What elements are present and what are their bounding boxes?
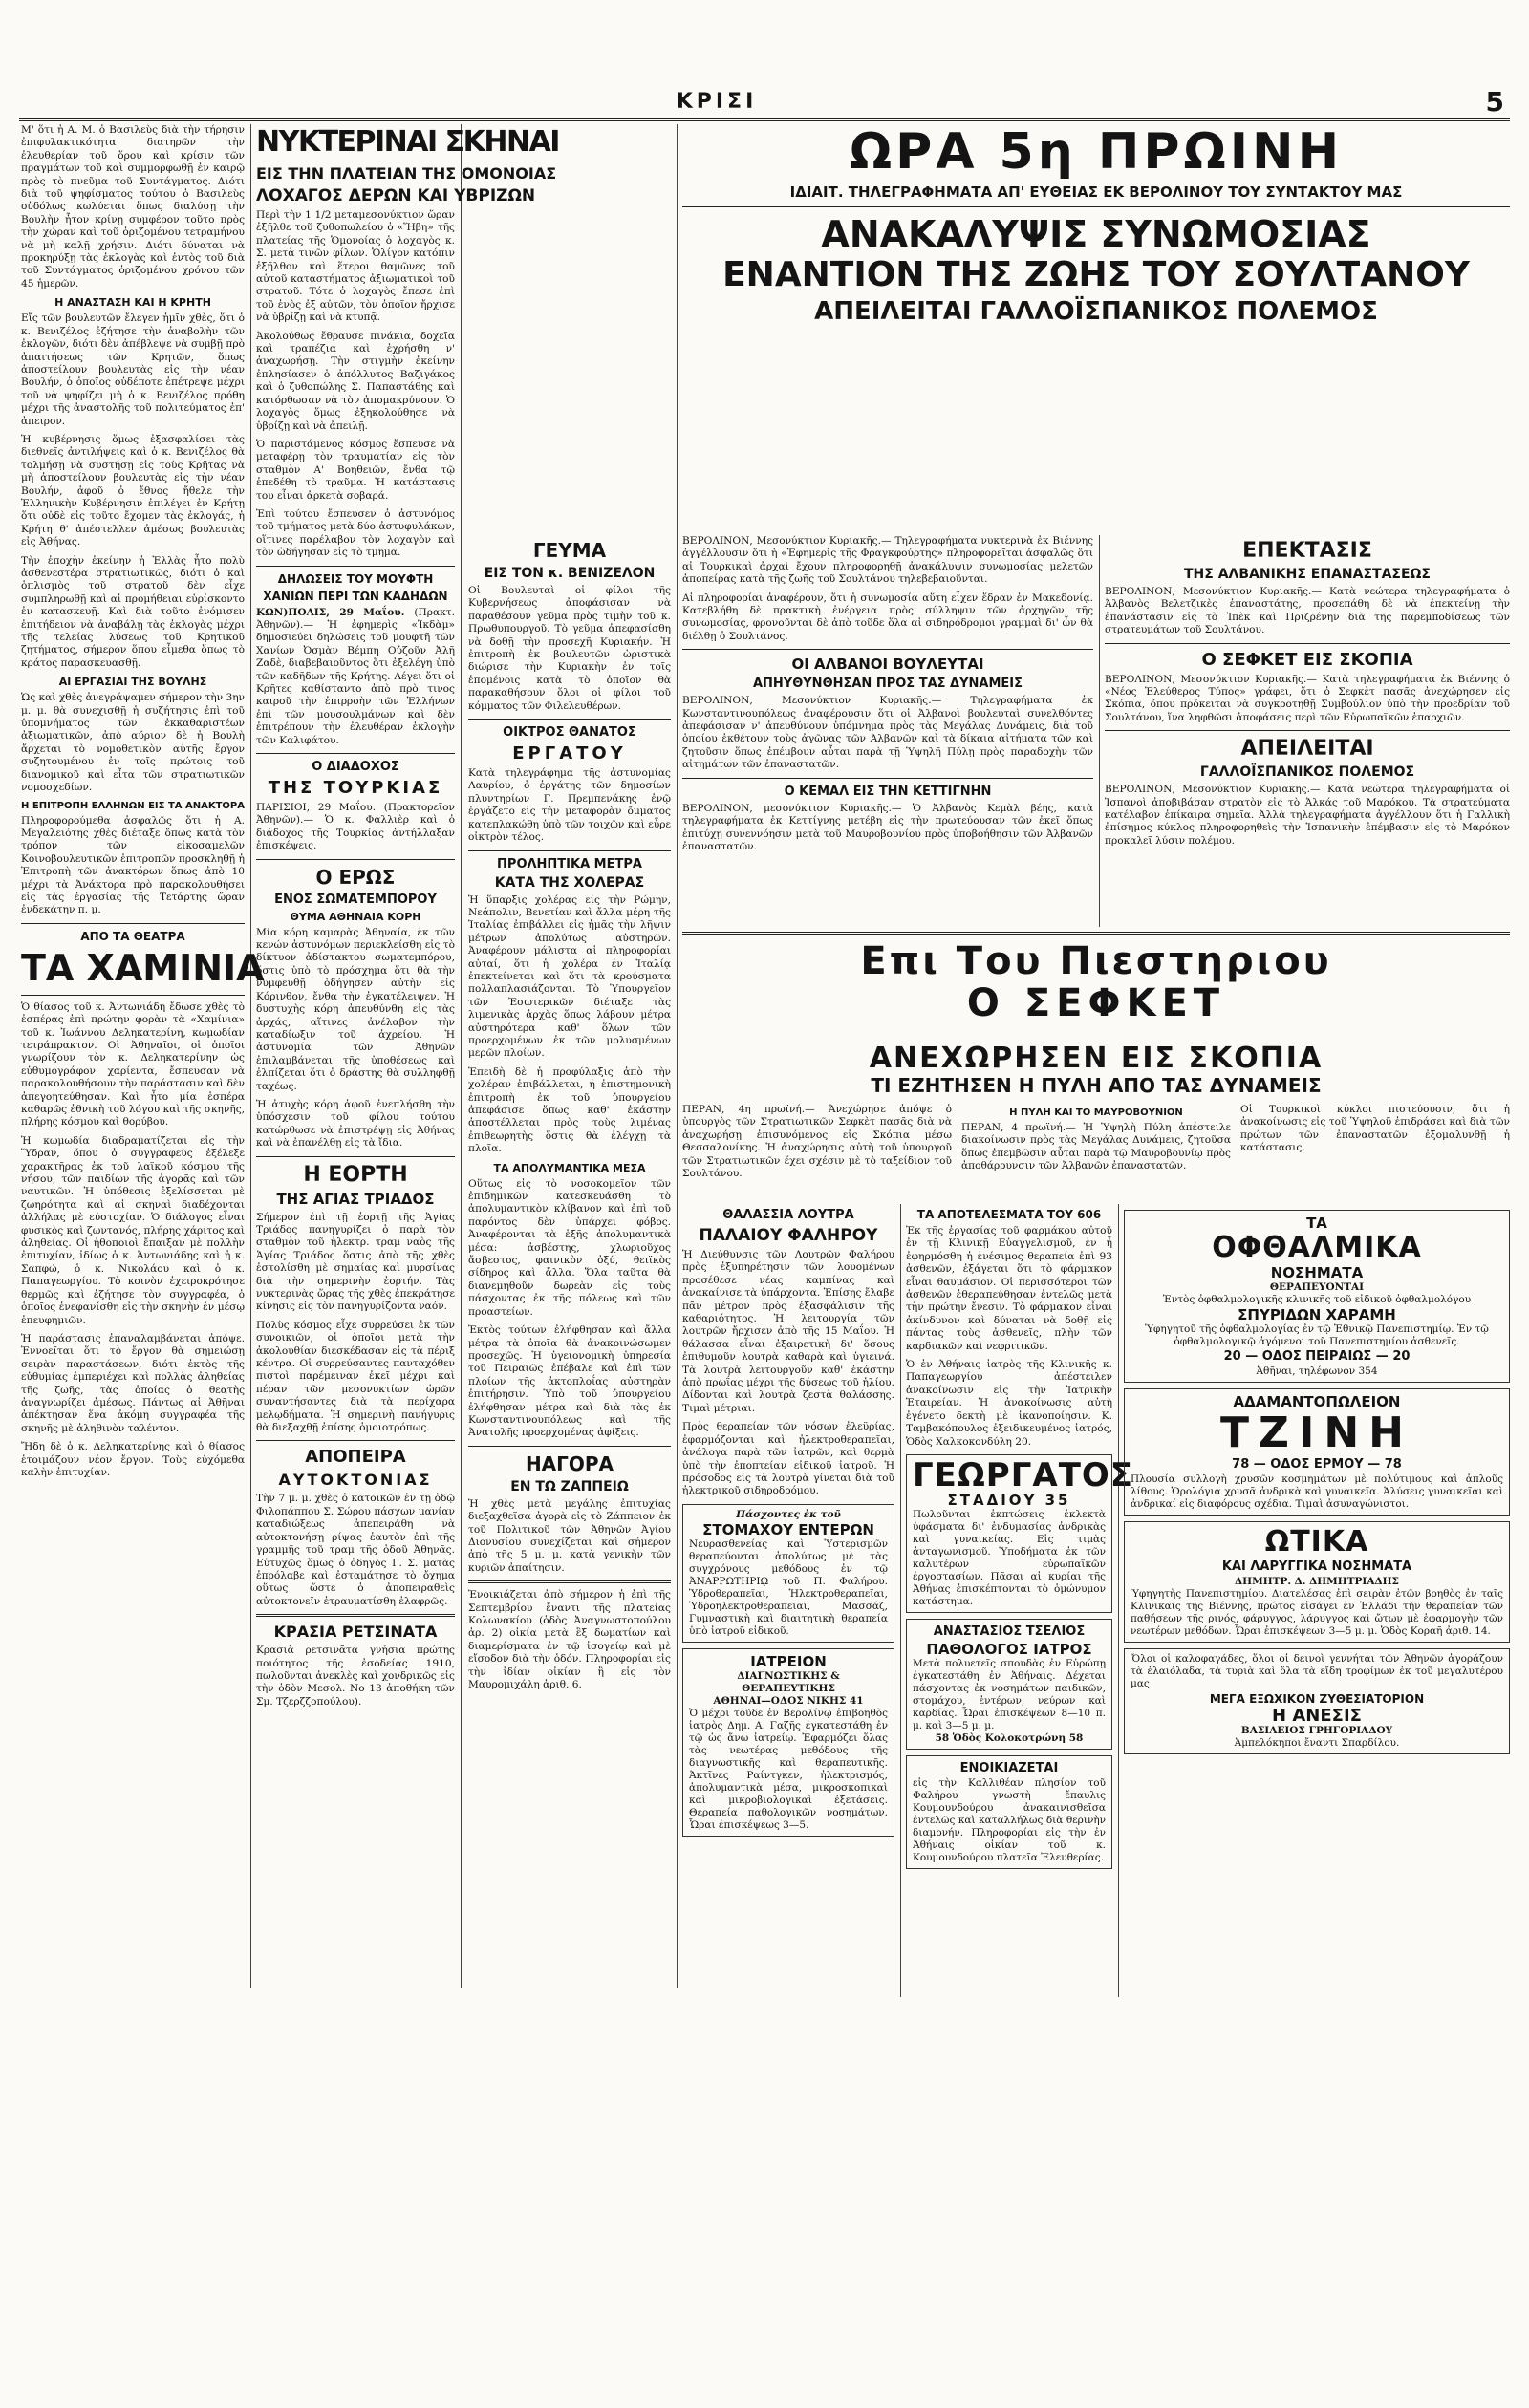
headline: ΑΠΕΙΛΕΙΤΑΙ	[1240, 737, 1374, 762]
article-text: Ὁ θίασος τοῦ κ. Ἀντωνιάδη ἔδωσε χθὲς τὸ ἐσπέρας ἐπὶ πρώτην φορὰν τὰ «Χαμίνια» τοῦ κ. Ἰωάννου Δεληκατερίνη, κωμωδίαν τετράπρακτον. Οἱ Ἀθηναῖοι, οἱ ὁποῖοι γνωρίζουν τὸν κ. Δεληκατερίνην ὡς εὐθυμογράφον χαρίεντα, ἔσπευσαν νὰ παρακολουθήσουν τὴν παράστασιν καὶ δὲν ἀπεγοητεύθησαν. Καὶ ἦτο μία ἑσπέρα καθαρῶς ἐθνικὴ τοῦ λόγου καὶ τῆς σκηνῆς, πλήρης κόσμου καὶ θορύβου.	[21, 1000, 245, 1129]
article-text: ΒΕΡΟΛΙΝΟΝ, Μεσονύκτιον Κυριακῆς.— Κατὰ νεώτερα τηλεγραφήματα ὁ Ἀλβανὸς Βελετζικὲς ἐπαναστάτης, προσεπάθη δὲ νὰ ἐπεκτείνῃ τὴν ἐπανάστασιν εἰς τὸ Ἰπὲκ καὶ Πριζρένην διὰ τῆς παρεμποδίσεως τῶν στρατευμάτων τοῦ Σουλτάνου.	[1105, 586, 1510, 636]
subheading: ΑΙ ΕΡΓΑΣΙΑΙ ΤΗΣ ΒΟΥΛΗΣ	[58, 676, 207, 689]
ad-title: ΕΝΟΙΚΙΑΖΕΤΑΙ	[959, 1760, 1059, 1775]
article-text: ΒΕΡΟΛΙΝΟΝ, Μεσονύκτιον Κυριακῆς.— Κατὰ τηλεγραφήματα ἐκ Βιέννης ὁ «Νέος Ἐλεύθερος Τύπος» γράφει, ὅτι ὁ Σεφκὲτ πασᾶς ἀνεχώρησεν εἰς Σκόπια, ὅπου πρόκειται νὰ συγκροτηθῇ Συμβούλιον ὑπὸ τὴν προεδρίαν τοῦ Σουλτάνου, ἵνα ληφθῶσι ἀποφάσεις περὶ τῶν Εὐρωπαϊκῶν ἐπαρχιῶν.	[1105, 673, 1510, 723]
ent-ad	[1124, 1521, 1510, 1643]
masthead	[19, 86, 1510, 118]
ad-text: Ἐντὸς ὀφθαλμολογικῆς κλινικῆς τοῦ εἰδικοῦ ὀφθαλμολόγου	[1162, 1294, 1472, 1305]
subheading: ΕΙΣ ΤΗΝ ΠΛΑΤΕΙΑΝ ΤΗΣ ΟΜΟΝΟΙΑΣ	[256, 164, 557, 183]
divider	[682, 778, 1093, 779]
column-rule	[677, 124, 678, 1988]
article-text: ΒΕΡΟΛΙΝΟΝ, μεσονύκτιον Κυριακῆς.— Ὁ Ἀλβανὸς Κεμὰλ βέης, κατὰ τηλεγραφήματα ἐκ Κεττίγνης μετέβη εἰς τὴν πρωτεύουσαν τῶν ἐκεῖ ὅπως ἐπιτύχῃ συνεννόησιν μετὰ τοῦ Μαυροβουνίου πρὸς ὑποβοήθησιν τῶν Ἀλβανῶν ἐπαναστατῶν.	[682, 802, 1093, 852]
subheading: ΤΗΣ ΑΓΙΑΣ ΤΡΙΑΔΟΣ	[276, 1190, 435, 1208]
headline: ΧΑΝΙΩΝ ΠΕΡΙ ΤΩΝ ΚΑΔΗΔΩΝ	[263, 589, 448, 603]
divider	[468, 1446, 671, 1447]
subheading: ΚΑΤΑ ΤΗΣ ΧΟΛΕΡΑΣ	[494, 874, 645, 891]
latest-news-sub	[682, 1043, 1510, 1101]
headline: ΤΗΣ ΤΟΥΡΚΙΑΣ	[268, 778, 443, 799]
ad-address: Ἀμπελόκηποι ἔναντι Σπαρδίλου.	[1234, 1737, 1400, 1749]
right-col-b	[1105, 535, 1510, 927]
subheading: Η ΠΥΛΗ ΚΑΙ ΤΟ ΜΑΥΡΟΒΟΥΝΙΟΝ	[1009, 1107, 1183, 1118]
subheading: Η ΕΠΙΤΡΟΠΗ ΕΛΛΗΝΩΝ ΕΙΣ ΤΑ ΑΝΑΚΤΟΡΑ	[21, 800, 245, 811]
headline: ΟΙ ΑΛΒΑΝΟΙ ΒΟΥΛΕΥΤΑΙ	[791, 656, 984, 674]
ad-address: 78 — ΟΔΟΣ ΕΡΜΟΥ — 78	[1232, 1457, 1402, 1472]
stomach-ad	[682, 1504, 894, 1643]
ad-title: ΓΕΩΡΓΑΤΟΣ	[913, 1455, 1134, 1494]
divider	[256, 753, 455, 754]
banner-subheading: ΤΙ ΕΖΗΤΗΣΕΝ Η ΠΥΛΗ ΑΠΟ ΤΑΣ ΔΥΝΑΜΕΙΣ	[871, 1074, 1322, 1097]
ad-title: ΝΟΣΗΜΑΤΑ	[1270, 1264, 1364, 1281]
article-text: ΠΑΡΙΣΙΟΙ, 29 Μαΐου. (Πρακτορεῖον Ἀθηνῶν).— Ὁ κ. Φαλλιὲρ καὶ ὁ διάδοχος τῆς Τουρκίας ἀντήλλαξαν ἐπισκέψεις.	[256, 802, 455, 852]
column-3	[468, 535, 671, 2408]
ad-text: Ὅλοι οἱ καλοφαγάδες, ὅλοι οἱ δεινοὶ γεννήται τῶν Ἀθηνῶν ἀγοράζουν τὰ ἐλαιόλαδα, τὰ τυριὰ καὶ ὅλα τὰ εἴδη τροφίμων ἐκ τοῦ μεγαλυτέρου μας	[1131, 1653, 1503, 1689]
rent-ad	[906, 1755, 1112, 1869]
headline: ΤΑ ΧΑΜΙΝΙΑ	[21, 946, 265, 989]
article-text: Οἱ Τουρκικοὶ κύκλοι πιστεύουσιν, ὅτι ἡ ἀνακοίνωσις εἰς τοῦ Ὑψηλοῦ ἐπιδράσει καὶ διὰ τῶν πρώτων τῶν ἐπαναστατῶν ἐξομαλυνθῇ ἡ κατάστασις.	[1240, 1104, 1510, 1154]
column-rule	[900, 1204, 901, 1997]
page-number: 5	[1485, 86, 1504, 118]
ad-title: ΣΤΟΜΑΧΟΥ ΕΝΤΕΡΩΝ	[702, 1520, 874, 1538]
tselios-ad	[906, 1619, 1112, 1750]
article-text: Ἐπειδὴ δὲ ἡ προφύλαξις ἀπὸ τὴν χολέραν ἐπιβάλλεται, ἡ ἐπιστημονικὴ ἐπιτροπὴ ἐκ τοῦ ὑπουργείου ἀπεφάσισε ὅπως καθ' ἑκάστην ἀποστέλλεται πρὸς τοὺς λιμένας ἐπιθεωρητὴς ὅστις θὰ ἐλέγχῃ τὰ πλοῖα.	[468, 1065, 671, 1155]
section-kicker: ΑΠΟ ΤΑ ΘΕΑΤΡΑ	[80, 929, 185, 943]
subheading: ΕΡΓΑΤΟΥ	[512, 743, 627, 764]
divider	[468, 850, 671, 851]
subheading: ΤΗΣ ΑΛΒΑΝΙΚΗΣ ΕΠΑΝΑΣΤΑΣΕΩΣ	[1183, 567, 1431, 582]
headline: ΕΠΕΚΤΑΣΙΣ	[1242, 539, 1372, 563]
article-text: Ἐπὶ τούτου ἔσπευσεν ὁ ἀστυνόμος τοῦ τμήματος μετὰ δύο ἀστυφυλάκων, οἵτινες παρέλαβον τὸν λοχαγὸν καὶ τὸν ὡδήγησαν εἰς τὸ τμῆμα.	[256, 507, 455, 559]
article-text: ΒΕΡΟΛΙΝΟΝ, Μεσονύκτιον Κυριακῆς.— Κατὰ νεώτερα τηλεγραφήματα οἱ Ἱσπανοὶ ἀποβιβάσαν στρατὸν εἰς τὸ Ἀλκάς τοῦ Μαρόκου. Τὰ στρατεύματα κατέλαβον ἐπίκαιρα σημεῖα. Ἀλλὰ τηλεγραφήματα ἀγγέλλουν ὅτι ἡ Γαλλικὴ ἐπίσημος κύκλος πληροφορηθεὶς τὴν Ἱσπανικὴν ἐπέμβασιν εἰς τὸ Μαρόκον προκαλεῖ λύσιν πολέμου.	[1105, 784, 1510, 847]
article-text: Οὕτως εἰς τὸ νοσοκομεῖον τῶν ἐπιδημικῶν κατεσκευάσθη τὸ ἀπολυμαντικὸν κλίβανον καὶ ἐπὶ τοῦ παρόντος δὲν ὑπάρχει φόβος. Ἀναφέρονται τὰ ἑξῆς ἀπολυμαντικὰ μέσα: ἀσβέστης, χλωριοῦχος ἄσβεστος, φαινικὸν ὀξύ, θειϊκὸς σίδηρος καὶ ἄλλα. Ὅλα ταῦτα θὰ διανεμηθοῦν δωρεὰν εἰς τοὺς πάσχοντας ἐκ τῆς πόλεως καὶ τῶν προαστείων.	[468, 1177, 671, 1318]
ad-text: Πρὸς θεραπείαν τῶν νόσων ἐλεϋρίας, ἐφαρμόζονται καὶ ἠλεκτροθεραπεῖαι, ἀνάλογα παρὰ τῶν ἰατρῶν, καὶ θερμὰ ὑπὸ τὴν ἐποπτείαν εἰδικοῦ ἰατροῦ. Ἡ πρόσοδος εἰς τὰ λουτρὰ γίνεται διὰ τοῦ ἠλεκτρικοῦ σιδηροδρόμου.	[682, 1421, 894, 1497]
article-text: Ἤδη δὲ ὁ κ. Δεληκατερίνης καὶ ὁ θίασος ἑτοιμάζουν νέον ἔργον. Τοὺς εὐχόμεθα καλὴν ἐπιτυχίαν.	[21, 1441, 245, 1478]
article-text: Ἡ κυβέρνησις ὅμως ἐξασφαλίσει τὰς διεθνεῖς ἀντιλήψεις καὶ ὁ κ. Βενιζέλος θὰ τολμήσῃ νὰ συστήσῃ εἰς τοὺς Κρῆτας νὰ μὴ ἀποστείλουν βουλευτὰς εἰς τὴν νέαν Βουλήν, ἀφοῦ ὁ ἔθνος ἤθελε τὴν Ἑλληνικὴν Κυβέρνησιν ἐπιλέγει ἐν Κρήτῃ ὅτι οὐδὲ εἰς τοῦτο ἔχομεν τὰς ἐκλογάς, ἡ Κρήτη θ' ἀπέστελλεν ἀμέσως βουλευτὰς εἰς Ἀθήνας.	[21, 433, 245, 548]
right-col-d	[906, 1204, 1134, 1997]
article-text: Περὶ τὴν 1 1/2 μεταμεσονύκτιον ὥραν ἐξῆλθε τοῦ ζυθοπωλείου ὁ «Ἥβη» τῆς πλατείας τῆς Ὁμονοίας ὁ λοχαγὸς κ. Σ. μετὰ τινῶν φίλων. Ὁλίγον κατόπιν ἐξῆλθον καὶ ἕτεροι θαμῶνες τοῦ αὐτοῦ καταστήματος ἀξιωματικοὶ τοῦ στρατοῦ. Τότε ὁ λοχαγὸς ἔπεσε ἐπὶ τοῦ ἑνὸς ἐξ αὐτῶν, τὸν ὁποῖον ἤρχισε νὰ ὑβρίζῃ καὶ νὰ κτυπᾷ.	[256, 209, 455, 324]
right-col-c	[682, 1204, 894, 1997]
clinic-ad	[682, 1648, 894, 1837]
article-text: Ὁ ἐν Ἀθήναις ἰατρὸς τῆς Κλινικῆς κ. Παπαγεωργίου ἀπέστειλεν ἀνακοίνωσιν εἰς τὴν Ἰατρικὴν Ἑταιρείαν. Ἡ ἀνακοίνωσις αὐτὴ ἐγένετο δεκτὴ μὲ ἱκανοποίησιν. Κ. Ταμβακόπουλος ἐξειδικευμένος ἰατρός, Ὁδὸς Χαλκοκονδύλη 20.	[906, 1359, 1112, 1448]
article-text: Ἡ χθὲς μετὰ μεγάλης ἐπιτυχίας διεξαχθεῖσα ἀγορὰ εἰς τὸ Ζάππειον ἐκ τοῦ Πολιτικοῦ τῶν Ἀθηνῶν Ἀγίου Διονυσίου συνεχίζεται καὶ σήμερον ἀπὸ τῆς 5 μ. μ. κατὰ γενικὴν τῶν κυριῶν ἀπαίτησιν.	[468, 1497, 671, 1574]
headline: ΓΕΥΜΑ	[532, 539, 607, 562]
divider	[21, 923, 245, 924]
headline: ΑΠΟΠΕΙΡΑ	[305, 1447, 406, 1468]
article-text: Μ' ὅτι ἡ Α. Μ. ὁ Βασιλεὺς διὰ τὴν τήρησιν ἐπιφυλακτικότητα διατηρῶν τὴν ἐλευθερίαν τοῦ ὅρου καὶ κρίσιν τῶν πραγμάτων τοῦ καὶ συμμορφωθῇ ἐν καιρῷ πρὸς τὸ πνεῦμα τοῦ Συντάγματος. Διότι διὰ τοῦ ψηφίσματος τούτου ὁ Βασιλεὺς οὐδόλως κωλύεται ὅπως διαλύσῃ τὴν Βουλὴν ἦτον κρίνῃ συμφέρον τοῦτο πρὸς τὴν χώραν καὶ τοῦ ὁριζομένου τετραμήνου νὰ μὴ καλῇ χρήσιν. Διότι δύναται νὰ προκηρύξῃ τὰς ἐκλογὰς καὶ ἐντὸς τοῦ διὰ τοῦ Συντάγματος ὁριζομένου χρόνου τῶν 45 ἡμερῶν.	[21, 124, 245, 290]
ad-text: Ὁ μέχρι τοῦδε ἐν Βερολίνῳ ἐπιβοηθὸς ἰατρὸς Δημ. Α. Γαζῆς ἐγκατεστάθη ἐν τῷ ὡς ἄνω ἰατρείῳ. Ἐφαρμόζει ὅλας τὰς νεωτέρας μεθόδους τῆς διαγνωστικῆς καὶ θεραπευτικῆς. Ἀκτῖνες Ραίντγκεν, ἠλεκτρισμός, ἀπολυμαντικὰ μέσα, μικροσκοπικαὶ καὶ μικροβιολογικαὶ ἐξετάσεις. Θεραπεία παθολογικῶν νοσημάτων. Ὧραι ἐπισκέψεως 3—5.	[689, 1707, 888, 1831]
article-text: Ἡ ὕπαρξις χολέρας εἰς τὴν Ρώμην, Νεάπολιν, Βενετίαν καὶ ἄλλα μέρη τῆς Ἰταλίας ἐπιβάλλει εἰς ἡμᾶς τὴν λῆψιν μέτρων ἀπολύτως αὐστηρῶν. Ἀναφέρουν μάλιστα αἱ πληροφορίαι αὐταί, ὅτι ἡ χολέρα ἐν Ἰταλίᾳ ἐπεκτείνεται καὶ ὅτι τὰ κρούσματα πολλαπλασιάζονται. Τὸ Ὑπουργεῖον τῶν Ἐσωτερικῶν διέταξε τὰς λιμενικὰς ἀρχὰς ὅπως λάβουν μέτρα αὐστηρότερα καθ' ὅλων τῶν προερχομένων ἐκ τῶν μολυσμένων μερῶν πλοίων.	[468, 893, 671, 1060]
ad-title: ΟΦΘΑΛΜΙΚΑ	[1212, 1231, 1422, 1264]
banner-subheading: ΙΔΙΑΙΤ. ΤΗΛΕΓΡΑΦΗΜΑΤΑ ΑΠ' ΕΥΘΕΙΑΣ ΕΚ ΒΕΡΟΛΙΝΟΥ ΤΟΥ ΣΥΝΤΑΚΤΟΥ ΜΑΣ	[789, 183, 1403, 201]
ad-text: Ὑφηγητοῦ τῆς ὀφθαλμολογίας ἐν τῷ Ἐθνικῷ Πανεπιστημίῳ. Ἐν τῷ ὀφθαλμολογικῷ ἀγόμενοι τοῦ Πανεπιστημίου ἀσθενεῖς.	[1145, 1323, 1489, 1347]
ad-text: Πωλοῦνται ἐκπτώσεις ἐκλεκτὰ ὑφάσματα δι' ἐνδυμασίας ἀνδρικὰς καὶ γυναικείας. Εἰς τιμὰς ἀνταγωνισμοῦ. Ὑποδήματα ἐκ τῶν καλυτέρων εὐρωπαϊκῶν ἐργοστασίων. Πᾶσαι αἱ κυρίαι τῆς Ἀθήνας ἐπισκέπτονται τὸ ὁμώνυμον κατάστημα.	[913, 1508, 1106, 1607]
headline: ΠΡΟΛΗΠΤΙΚΑ ΜΕΤΡΑ	[497, 856, 642, 871]
ad-title: ΤΖΙΝΗ	[1220, 1408, 1413, 1457]
column-rule	[250, 124, 251, 1988]
banner-headline: ΑΝΑΚΑΛΥΨΙΣ ΣΥΝΩΜΟΣΙΑΣ	[821, 213, 1371, 255]
column-2	[256, 124, 559, 1997]
divider	[256, 1614, 455, 1617]
ad-text: Ἐνοικιάζεται ἀπὸ σήμερον ἡ ἐπὶ τῆς Σεπτεμβρίου ἔναντι τῆς πλατείας Κολωνακίου (ὁδὸς Ἀναγνωστοπούλου ἀρ. 2) οἰκία μετὰ ἓξ δωματίων καὶ διαμερίσματα ἐν τῷ ἰσογείῳ καὶ μὲ εἴσοδον διὰ τὴν ὁδόν. Πληροφορίαι εἰς τὴν ἰδίαν οἰκίαν ἢ εἰς τὸν Μαυρομιχάλη ἀριθ. 6.	[468, 1589, 671, 1691]
headline: ΗΑΓΟΡΑ	[525, 1451, 614, 1475]
divider	[256, 859, 455, 860]
subheading: ΤΑ ΑΠΟΛΥΜΑΝΤΙΚΑ ΜΕΣΑ	[493, 1161, 646, 1174]
column-rule	[1099, 535, 1100, 927]
ad-address: ΑΘΗΝΑΙ—ΟΔΟΣ ΝΙΚΗΣ 41	[713, 1694, 864, 1707]
column-rule	[1118, 1204, 1119, 1997]
article-text: ΒΕΡΟΛΙΝΟΝ, Μεσονύκτιον Κυριακῆς.— Τηλεγραφήματα ἐκ Κωνσταντινουπόλεως ἀναφέρουσιν ὅτι οἱ Ἀλβανοὶ βουλευταὶ συνελθόντες ἀπεφάσισαν ν' ἀπευθύνουν ὑπόμνημα πρὸς τὰς Μεγάλας Δυνάμεις, διὰ τοῦ ὁποίου ἐκθέτουν τοὺς ἀγῶνας τῶν Ἀλβανῶν καὶ τὰ δίκαια αἰτήματα τῶν καὶ ζητοῦσιν ὅπως ἐπέμβουν αὗται παρὰ τῇ Ὑψηλῇ Πύλῃ πρὸς παραδοχὴν τῶν αἰτημάτων τῶν ἐπαναστατῶν.	[682, 695, 1093, 771]
ad-text: εἰς τὴν Καλλιθέαν πλησίον τοῦ Φαλήρου γνωστὴ ἔπαυλις Κουμουνδούρου ἀνακαινισθεῖσα ἐντελῶς καὶ καταλλήλως διὰ θερινὴν διαμονήν. Πληροφορίαι εἰς τὴν ἐν Ἀθήναις οἰκίαν τοῦ κ. Κουμουνδούρου πλατεῖα Ἐλευθερίας.	[913, 1776, 1106, 1863]
georgatos-ad	[906, 1454, 1134, 1613]
right-col-e	[1124, 1204, 1510, 1997]
ad-title: ΘΕΡΑΠΕΥΟΝΤΑΙ	[1269, 1281, 1365, 1293]
banner-headline: ΑΠΕΙΛΕΙΤΑΙ ΓΑΛΛΟΪΣΠΑΝΙΚΟΣ ΠΟΛΕΜΟΣ	[814, 297, 1378, 326]
subheading: ΕΝΟΣ ΣΩΜΑΤΕΜΠΟΡΟΥ	[274, 892, 437, 907]
divider	[468, 719, 671, 720]
subheading: Η ΑΝΑΣΤΑΣΗ ΚΑΙ Η ΚΡΗΤΗ	[54, 296, 211, 310]
subheading: ΛΟΧΑΓΟΣ ΔΕΡΩΝ ΚΑΙ ΥΒΡΙΖΩΝ	[256, 186, 536, 205]
article-text: Τὴν 7 μ. μ. χθὲς ὁ κατοικῶν ἐν τῇ ὁδῷ Φιλοπάππου Σ. Σώρου πάσχων μανίαν καταδιώξεως ἀπεπειράθη νὰ αὐτοκτονήσῃ ρίψας ἑαυτὸν ἐπὶ τῆς γραμμῆς τοῦ τραμ τῆς ὁδοῦ Ἀθηνᾶς. Εὐτυχῶς ὅμως ὁ ὁδηγὸς Γ. Σ. ματὰς ἐπρόλαβε καὶ ἐσταμάτησε τὸ ὄχημα οὕτως ὥστε ὁ ἀποπειραθεὶς αὐτοκτονεῖν ἐτραυματίσθη ἐλαφρῶς.	[256, 1493, 455, 1607]
divider	[1105, 643, 1510, 644]
headline: Ο ΚΕΜΑΛ ΕΙΣ ΤΗΝ ΚΕΤΤΙΓΝΗΝ	[784, 784, 992, 799]
banner-headline: ΕΝΑΝΤΙΟΝ ΤΗΣ ΖΩΗΣ ΤΟΥ ΣΟΥΛΤΑΝΟΥ	[722, 255, 1470, 294]
article-text: Εἴς τῶν βουλευτῶν ἔλεγεν ἡμῖν χθὲς, ὅτι ὁ κ. Βενιζέλος ἐζήτησε τὴν ἀναβολὴν τῶν ἐκλογῶν, διότι δὲν ἀπέβλεψε νὰ συμβῇ πρὸ ἀπαιτήσεως τῶν Κρητῶν, ὅπως ἀποστείλουν βουλευτὰς εἰς τὴν νέαν Βουλήν, ὁ ὁποῖος οὐδέποτε ἐπέτρεψε μέχρι τοῦ νὰ ψηφίζει μὴ ὁ κ. Βενιζέλος πρόθη μέχρι τῆς ἀναστολῆς τοῦ πολιτεύματος ἐπ' ἀπειρον.	[21, 312, 245, 427]
ad-text: Ὑφηγητὴς Πανεπιστημίου. Διατελέσας ἐπὶ σειρὰν ἐτῶν βοηθὸς ἐν ταῖς Κλινικαῖς τῆς Βιέννης, πρώτος εἰσάγει ἐν Ἑλλάδι τὴν θεραπείαν τῶν παθήσεων τῆς ρινός, φάρυγγος, λάρυγγος καὶ ὤτων μὲ ἐφαρμογὴν τῶν νεωτέρων μεθόδων. Ὧραι ἐπισκέψεων 3—5 μ. μ. Ὁδὸς Κοραῆ ἀριθ. 14.	[1131, 1588, 1503, 1637]
article-text: ΠΕΡΑΝ, 4η πρωϊνή.— Ἀνεχώρησε ἀπόψε ὁ ὑπουργὸς τῶν Στρατιωτικῶν Σεφκὲτ πασᾶς διὰ νὰ ἀναχωρήσῃ ἐπισυνόμενος εἰς Σκόπια μέσω Θεσσαλονίκης. Ἡ ἀναχώρησις αὐτὴ τοῦ ὑπουργοῦ τῶν Στρατιωτικῶν ἔχει σχέσιν μὲ τὸ ταξείδιον τοῦ Σουλτάνου.	[682, 1104, 952, 1180]
divider	[468, 1580, 671, 1583]
article-text: ΠΕΡΑΝ, 4 πρωϊνή.— Ἡ Ὑψηλὴ Πύλη ἀπέστειλε διακοίνωσιν πρὸς τὰς Μεγάλας Δυνάμεις, ζητοῦσα ὅπως ἐπεμβῶσιν αὗται παρὰ τῷ Μαυροβουνίῳ πρὸς ἀποθάρρυνσιν τῶν Ἀλβανῶν ἐπαναστατῶν.	[961, 1122, 1231, 1172]
ad-name: ΒΑΣΙΛΕΙΟΣ ΓΡΗΓΟΡΙΑΔΟΥ	[1240, 1725, 1393, 1736]
subheading: ΘΥΜΑ ΑΘΗΝΑΙΑ ΚΟΡΗ	[290, 910, 421, 923]
divider	[682, 649, 1093, 650]
ad-title: ΜΕΓΑ ΕΞΩΧΙΚΟΝ ΖΥΘΕΣΙΑΤΟΡΙΟΝ	[1209, 1692, 1425, 1706]
ad-title: ΩΤΙΚΑ	[1264, 1525, 1369, 1559]
divider	[21, 995, 245, 996]
divider	[1105, 730, 1510, 731]
article-text: Ἡ ἀτυχὴς κόρη ἀφοῦ ἐνεπλήσθη τὴν ὑπόσχεσιν τοῦ φίλου τούτου κατώρθωσε νὰ ἐπιστρέψῃ εἰς Ἀθήνας καὶ νὰ ἐπανέλθῃ εἰς τὰ ἴδια.	[256, 1098, 455, 1150]
ad-address: 20 — ΟΔΟΣ ΠΕΙΡΑΙΩΣ — 20	[1223, 1349, 1411, 1364]
banner-headline: ΑΝΕΧΩΡΗΣΕΝ ΕΙΣ ΣΚΟΠΙΑ	[869, 1042, 1324, 1075]
article-text: Πληροφορούμεθα ἀσφαλῶς ὅτι ἡ Α. Μεγαλειότης χθὲς διέταξε ὅπως κατὰ τὸν τρόπον τῶν εἰκοσαμελῶν Κοινοβουλευτικῶν ἐπιτροπῶν προσκληθῇ ἡ Ἐπιτροπὴ τῶν ἀνακτόρων ὅπως ἀπὸ 10 μέχρι τὰ Ἀνάκτορα πρὸ παρακολουθήσει εἰς τὰς ἐργασίας τῆς Τετάρτης ὥραν ἐνδεκάτην π. μ.	[21, 814, 245, 916]
article-text: Ἡ παράστασις ἐπαναλαμβάνεται ἀπόψε. Ἐννοεῖται ὅτι τὸ ἔργον θὰ σημειώσῃ σειρὰν παραστάσεων, διότι ἐκτὸς τῆς εὐθυμίας ἐμπεριέχει καὶ πολλὰς ἀληθείας τῆς ζωῆς, τὰς ὁποίας ὁ θεατὴς ἀναγνωρίζει ἀμέσως. Πάντως αἱ Ἀθῆναι ἀπέκτησαν ἕνα ἀκόμη συγγραφέα τῆς σκηνῆς μὲ ἀληθινὸν ταλέντον.	[21, 1332, 245, 1434]
ad-title: ΑΝΑΣΤΑΣΙΟΣ ΤΣΕΛΙΟΣ	[933, 1623, 1086, 1639]
ad-text: Πλουσία συλλογὴ χρυσῶν κοσμημάτων μὲ πολύτιμους καὶ ἀπλοῦς λίθους. Ὡρολόγια χρυσᾶ ἀνδρικὰ καὶ γυναικεῖα. Ἁλύσεις γυναικεῖαι καὶ ἀνδρικαί εἰς διαφόρους σχέδια. Τιμαὶ ἀσυναγώνιστοι.	[1131, 1473, 1503, 1510]
divider	[256, 1440, 455, 1441]
column-rule	[461, 124, 462, 1988]
headline: ΔΗΛΩΣΕΙΣ ΤΟΥ ΜΟΥΦΤΗ	[277, 571, 434, 586]
banner-headline: Ο ΣΕΦΚΕΤ	[966, 981, 1226, 1025]
article-text: Οἱ Βουλευταὶ οἱ φίλοι τῆς Κυβερνήσεως ἀποφάσισαν νὰ παραθέσουν γεῦμα πρὸς τιμὴν τοῦ κ. Πρωθυπουργοῦ. Τὸ γεῦμα ἀπεφασίσθη νὰ δοθῇ τὴν προσεχῆ Κυριακήν. Ἡ ἐπιτροπὴ ἐκ βουλευτῶν ὡριστικὰ διώρισε τὴν Κυριακὴν ἐν τοῖς ἑπομένοις κατὰ τὸ ὁποῖον θὰ παρακαθήσουν ὅλοι οἱ φίλοι τοῦ κόμματος τῶν Φιλελευθέρων.	[468, 585, 671, 712]
front-banner	[682, 124, 1510, 526]
banner-headline: Επι Του Πιεστηριου	[860, 939, 1332, 983]
ad-title: ΔΙΑΓΝΩΣΤΙΚΗΣ & ΘΕΡΑΠΕΥΤΙΚΗΣ	[737, 1669, 840, 1694]
subheading: ΕΙΣ ΤΟΝ κ. ΒΕΝΙΖΕΛΟΝ	[484, 566, 656, 581]
ad-text: Κρασιὰ ρετσινᾶτα γνήσια πρώτης ποιότητος τῆς ἐσοδείας 1910, πωλοῦνται ἀνεκλὲς καὶ χονδρικῶς εἰς τὴν ὁδὸν Μεσολ. Νο 13 ἀποθήκη τῶν Σμ. Τζερζζοπούλου).	[256, 1645, 455, 1708]
article-text: Κατὰ τηλεγράφημα τῆς ἀστυνομίας Λαυρίου, ὁ ἐργάτης τῶν δημοσίων πλυντηρίων Γ. Πρεμπενάκης ἐνῷ ἐργάζετο εἰς τὴν μεταφορὰν ὄμματος κατεπλακώθη ὑπὸ τῶν τοιχῶν καὶ εὗρε οἰκτρὸν τέλος.	[468, 767, 671, 844]
subheading: ΑΥΤΟΚΤΟΝΙΑΣ	[278, 1471, 433, 1490]
ad-name: ΔΗΜΗΤΡ. Δ. ΔΗΜΗΤΡΙΑΔΗΣ	[1235, 1576, 1399, 1587]
ad-title: ΠΑΛΑΙΟΥ ΦΑΛΗΡΟΥ	[699, 1226, 878, 1245]
ad-address: 58 Ὁδὸς Κολοκοτρώνη 58	[935, 1731, 1084, 1744]
headline: Ο ΕΡΩΣ	[315, 865, 396, 889]
subheading: ΕΝ ΤΩ ΖΑΠΠΕΙΩ	[510, 1478, 629, 1494]
ad-title: ΘΑΛΑΣΣΙΑ ΛΟΥΤΡΑ	[722, 1208, 854, 1222]
ad-text: Ἡ Διεύθυνσις τῶν Λουτρῶν Φαλήρου πρὸς ἐξυπηρέτησιν τῶν λουομένων προσέθεσε νέας καμπίνας καὶ ἀνακαίνισε τὰ ὑπάρχοντα. Ἐπίσης ἔλαβε πᾶν μέτρον πρὸς ἐξασφάλισιν τῆς καθαριότητος. Ἡ λειτουργία τῶν λουτρῶν ἤρχισεν ἀπὸ τῆς 15 Μαΐου. Ἡ θάλασσα εἶναι ἐξαιρετικὴ δι' ὅσους ἐπιθυμοῦν λουτρὰ καθαρὰ καὶ ὑγιεινά. Τὰ λουτρὰ λειτουργοῦν καθ' ἑκάστην ἀπὸ πρωΐας μέχρι τῆς δύσεως τοῦ ἡλίου. Δίδονται καὶ λουτρὰ ζεστὰ θαλάσσης. Τιμαὶ μέτριαι.	[682, 1249, 894, 1414]
ad-title: Η ΑΝΕΣΙΣ	[1272, 1706, 1362, 1726]
banner-headline: ΩΡΑ 5η ΠΡΩΙΝΗ	[849, 123, 1344, 181]
latest-news-banner	[682, 932, 1510, 1042]
ad-text: Νευρασθενείας καὶ Ὑστερισμῶν θεραπεύονται ἀπολύτως μὲ τὰς συγχρόνους μεθόδους ἐν τῷ ἈΝΑΡΡΩΤΗΡΙῼ τοῦ Π. Φαλήρου. Ὑδροθεραπεῖαι, Ἠλεκτροθεραπεῖαι, Ὑδροηλεκτροθεραπεῖαι, Μασσάζ, Γυμναστικὴ καὶ διαιτητικὴ θεραπεία ὑπὸ ἰατροῦ εἰδικοῦ.	[689, 1537, 888, 1637]
right-col-a	[682, 535, 1093, 927]
subheading: ΓΑΛΛΟΪΣΠΑΝΙΚΟΣ ΠΟΛΕΜΟΣ	[1199, 764, 1415, 781]
article-text: (Πρακτ. Ἀθηνῶν).— Ἡ ἐφημερὶς «Ἰκδὰμ» δημοσιεύει δηλώσεις τοῦ μουφτῆ τῶν Χανίων Ὀσμὰν Βέμπη Οὐζοῦν Ἀλῆ Ζαδὲ, διαβεβαιοῦντος ὅτι ἐξελέγη ὑπὸ τῶν καδῆδων τῆς Κρήτης. Λέγει ὅτι οἱ Κρῆτες καθίσταντο ἀπὸ πρὸ τινος καιροῦ τὴν ἐπιρροὴν τῶν Ἑλλήνων ἐπὶ τῶν μουσουλμάνων καὶ δὲν ἐπιτρέπουν τὴν ἐλευθέραν ἐκλογὴν τῶν Καλιφάτου.	[256, 606, 455, 746]
article-text: Ἀκολούθως ἔθραυσε πινάκια, δοχεῖα καὶ τραπέζια καὶ ἐχρήσθη ν' ἀναχωρήσῃ. Τὴν στιγμὴν ἐκείνην ἐπλησίασεν ὁ ἀπόλλυτος Βαζιγάκος καὶ ὁ ζυθοπώλης Σ. Παπαστάθης καὶ κατόρθωσαν νὰ τὸν ἀπομακρύνουν. Ὁ λοχαγὸς ὅμως ἐξηκολούθησε νὰ ὑβρίζῃ καὶ νὰ ἀπειλῇ.	[256, 330, 455, 432]
ad-title: ΑΔΑΜΑΝΤΟΠΩΛΕΙΟΝ	[1233, 1393, 1401, 1410]
article-text: Ὡς καὶ χθὲς ἀνεγράψαμεν σήμερον τὴν 3ην μ. μ. θὰ συνεχισθῇ ἡ συζήτησις ἐπὶ τοῦ ὑπομνήματος τῶν ἐκκαθαριστέων ἀξιωματικῶν, ἀπὸ αὔριον δὲ ἡ Βουλὴ ἄρχεται τὸ νομοθετικὸν αὐτῆς ἔργον συζητουμένου ἐν τοῖς πρώτοις τοῦ διανομικοῦ καὶ εἶτα τῶν στρατιωτικῶν νομοσχεδίων.	[21, 692, 245, 794]
ad-text: Ἀθῆναι, τηλέφωνον 354	[1256, 1365, 1378, 1377]
headline: ΟΙΚΤΡΟΣ ΘΑΝΑΤΟΣ	[503, 725, 636, 741]
headline: Ο ΣΕΦΚΕΤ ΕΙΣ ΣΚΟΠΙΑ	[1201, 649, 1413, 670]
ad-title: Πάσχοντες ἐκ τοῦ	[736, 1508, 841, 1520]
divider	[256, 566, 455, 567]
anesis-ad	[1124, 1648, 1510, 1754]
article-text: Σήμερον ἐπὶ τῇ ἑορτῇ τῆς Ἁγίας Τριάδος πανηγυρίζει ὁ παρὰ τὸν σταθμὸν τοῦ ἠλεκτρ. τραμ ναὸς τῆς Ἁγίας Τριάδος ὅστις ἀπὸ τῆς χθὲς ἐστολίσθη μὲ σημαίας καὶ μυρσίνας διὰ τὴν σημερινὴν ἑορτήν. Τὰς νυκτερινὰς ὥρας τῆς χθὲς ἐπεκράτησε κίνησις εἰς τὸν πανηγυρίζοντα ναόν.	[256, 1211, 455, 1313]
dateline: ΚΩΝ)ΠΟΛΙΣ, 29 Μαΐου.	[256, 606, 405, 618]
article-text: Πολὺς κόσμος εἶχε συρρεύσει ἐκ τῶν συνοικιῶν, οἱ ὁποῖοι μετὰ τὴν ἀκολουθίαν διεσκέδασαν εἰς τὰ πέριξ κέντρα. Οἱ συρρεύσαντες πανταχόθεν πιστοὶ παρέμειναν ἐκεῖ μέχρι καὶ πέραν τῶν μεσονυκτίων ὡρῶν συναντήσαντες διὰ τὰ περίχαρα μελῳδήματα. Ἡ σημερινὴ πανήγυρις θὰ διεξαχθῇ ἐπίσης ὁμοιοτρόπως.	[256, 1319, 455, 1434]
ad-title: ΙΑΤΡΕΙΟΝ	[750, 1652, 827, 1670]
tzini-ad	[1124, 1388, 1510, 1516]
latest-news-body	[682, 1104, 1510, 1199]
divider	[682, 932, 1510, 935]
masthead-rule	[19, 118, 1510, 121]
column-1	[21, 124, 265, 1997]
headline: ΝΥΚΤΕΡΙΝΑΙ ΣΚΗΝΑΙ	[256, 125, 559, 159]
ad-title: ΚΡΑΣΙΑ ΡΕΤΣΙΝΑΤΑ	[273, 1623, 438, 1642]
headline: Ο ΔΙΑΔΟΧΟΣ	[312, 760, 399, 775]
ad-title: ΤΑ	[1306, 1215, 1327, 1232]
ad-text: Μετὰ πολυετεῖς σπουδὰς ἐν Εὐρώπῃ ἐγκατεστάθη ἐν Ἀθήναις. Δέχεται πάσχοντας ἐκ νοσημάτων παιδικῶν, στομάχου, ἐντέρων, νεύρων καὶ καρδίας. Ὧραι ἐπισκέψεων 8—10 π. μ. καὶ 3—5 μ. μ.	[913, 1657, 1106, 1731]
headline: ΤΑ ΑΠΟΤΕΛΕΣΜΑΤΑ ΤΟΥ 606	[916, 1208, 1102, 1221]
article-text: Ἐκ τῆς ἐργασίας τοῦ φαρμάκου αὐτοῦ ἐν τῇ Κλινικῇ Εὐαγγελισμοῦ, ἐν ἧ ἐφηρμόσθη ἡ ἐνέσιμος θεραπεία ἐπὶ 93 ἀσθενῶν, ἐξάγεται ὅτι τὸ φάρμακον εἶναι θαυμάσιον. Οἱ περισσότεροι τῶν ἀσθενῶν ἐθεραπεύθησαν ἐντελῶς μετὰ τὴν πρώτην ἔνεσιν. Τὸ φάρμακον εἶναι ἀκίνδυνον καὶ δύναται νὰ δοθῇ εἰς πάντας τοὺς ἀσθενεῖς, πλὴν τῶν καρδιακῶν καὶ νεφριτικῶν.	[906, 1225, 1112, 1352]
ophthalmic-ad	[1124, 1210, 1510, 1383]
divider	[256, 1156, 455, 1157]
article-text: Μία κόρη καμαρὰς Ἀθηναία, ἐκ τῶν κενών ἀστυνόμων περιεκλείσθη εἰς τὸ δίκτυον ἀδίστακτου σωματεμπόρου, ὅστις ὑπὸ τὸ πρόσχημα ὅτι θὰ τὴν νυμφευθῇ ὁδήγησεν αὐτὴν εἰς Κόρινθον, ἔνθα τὴν ἐγκατέλειψεν. Ἡ δυστυχὴς κόρη ἀπευθύνθη εἰς τὰς ἀρχάς, αἵτινες ἀνέλαβον τὴν καταδίωξιν τοῦ ἀχρείου. Ἡ ἀστυνομία τῶν Ἀθηνῶν ἐπιλαμβάνεται τῆς ὑποθέσεως καὶ ἐλπίζεται ὅτι ὁ δράστης θὰ συλληφθῇ ταχέως.	[256, 926, 455, 1092]
headline: Η ΕΟΡΤΗ	[303, 1162, 408, 1187]
divider	[682, 206, 1510, 207]
ad-title: ΠΑΘΟΛΟΓΟΣ ΙΑΤΡΟΣ	[926, 1640, 1092, 1658]
article-text: Ἡ κωμωδία διαδραματίζεται εἰς τὴν Ὕδραν, ὅπου ὁ συγγραφεὺς ἐξέλεξε χαρακτῆρας ἐκ τοῦ λαϊκοῦ κόσμου τῆς νήσου, τῶν παιδίων τῆς ἀγορᾶς καὶ τῶν ναυτικῶν. Ἡ ὑπόθεσις ἐξελίσσεται μὲ ζωηρότητα καὶ αἱ σκηναὶ διαδέχονται ἀλλήλας μὲ εὐστοχίαν. Ὁ διάλογος εἶναι φυσικὸς καὶ ζωντανός, πλήρης χάριτος καὶ ἀληθείας. Οἱ ἠθοποιοὶ ἔπαιξαν μὲ πολλὴν ἐπιτυχίαν, ἰδίως ὁ κ. Ἀντωνιάδης καὶ ἡ κ. Σαπφώ, ὁ κ. Νικολάου καὶ ὁ κ. Παπαγεωργίου. Τὸ κοινὸν ἐχειροκρότησε θερμῶς καὶ ἐζήτησε τὸν συγγραφέα, ὁ ὁποῖος ἐνεφανίσθη εἰς τὴν σκηνὴν ἐν μέσῳ ἐπευφημιῶν.	[21, 1134, 245, 1326]
ad-title: ΚΑΙ ΛΑΡΥΓΓΙΚΑ ΝΟΣΗΜΑΤΑ	[1221, 1559, 1412, 1574]
article-text: Ἐκτὸς τούτων ἐλήφθησαν καὶ ἄλλα μέτρα τὰ ὁποῖα θὰ ἀνακοινώσωμεν προσεχῶς. Ἡ ὑγειονομικὴ ὑπηρεσία τοῦ Πειραιῶς ἐπέβαλε καὶ ἐπὶ τῶν πλοίων τῆς ἀκτοπλοΐας αὐστηρὰν ἐπιτήρησιν. Ὑπὸ τοῦ ὑπουργείου ἐλήφθησαν μέτρα καὶ διὰ τὰς ἐκ Κωνσταντινουπόλεως καὶ τῆς Ἀνατολῆς προερχομένας ἀφίξεις.	[468, 1324, 671, 1439]
ad-address: ΣΤΑΔΙΟΥ 35	[947, 1491, 1071, 1509]
article-text: Τὴν ἐποχὴν ἐκείνην ἡ Ἑλλὰς ἦτο πολὺ ἀσθενεστέρα στρατιωτικῶς, διότι ὁ καὶ ὁπλισμὸς τοῦ στρατοῦ δὲν εἶχε συμπληρωθῇ καὶ αἱ προμήθειαι εὑρίσκοντο ἐν κατασκευῇ. Καὶ διὰ τοῦτο ἐνόμισεν ἐπιτήδειον νὰ ἀναβάλῃ τὰς ἐκλογὰς μέχρι τῆς τελείας λύσεως τοῦ Κρητικοῦ ζητήματος, σήμερον ὅπου εἶμεθα ὅπως τὸ κράτος παρασκευασθῇ.	[21, 554, 245, 669]
article-text: Ὁ παριστάμενος κόσμος ἔσπευσε νὰ μεταφέρῃ τὸν τραυματίαν εἰς τὸν σταθμὸν Α' Βοηθειῶν, ἔνθα τῷ ἐπεδέθη τὸ τραῦμα. Ἡ κατάστασις του εἶναι ἀρκετὰ σοβαρά.	[256, 438, 455, 502]
newspaper-name: ΚΡΙΣΙ	[676, 90, 758, 114]
ad-name: ΣΠΥΡΙΔΩΝ ΧΑΡΑΜΗ	[1238, 1306, 1396, 1323]
subheading: ΑΠΗΥΘΥΝΘΗΣΑΝ ΠΡΟΣ ΤΑΣ ΔΥΝΑΜΕΙΣ	[752, 677, 1023, 692]
article-text: Αἱ πληροφορίαι ἀναφέρουν, ὅτι ἡ συνωμοσία αὕτη εἶχεν ἕδραν ἐν Μακεδονίᾳ. Κατεβλήθη δὲ πρακτικὴ ἐνέργεια πρὸς σύλληψιν τῶν ἀρχηγῶν τῆς συνωμοσίας, φρονοῦνται δὲ ἀπὸ τοῦδε ὅλα αἱ σιδηρόδρομοι γραμμαὶ δι' ὧν θὰ διέλθῃ ὁ Σουλτάνος.	[682, 591, 1093, 642]
article-text: ΒΕΡΟΛΙΝΟΝ, Μεσονύκτιον Κυριακῆς.— Τηλεγραφήματα νυκτερινὰ ἐκ Βιέννης ἀγγέλλουσιν ὅτι ἡ «Ἐφημερὶς τῆς Φραγκφούρτης» πληροφορεῖται ἀσφαλῶς ὅτι αἱ Τουρκικαὶ ἀρχαὶ ἔχουν πληροφορηθῇ ἀνακάλυψιν συνωμοσίας μελετῶν ἀποπείρας κατὰ τῆς ζωῆς τοῦ Σουλτάνου τηλεβεβαιοῦνται.	[682, 535, 1093, 586]
